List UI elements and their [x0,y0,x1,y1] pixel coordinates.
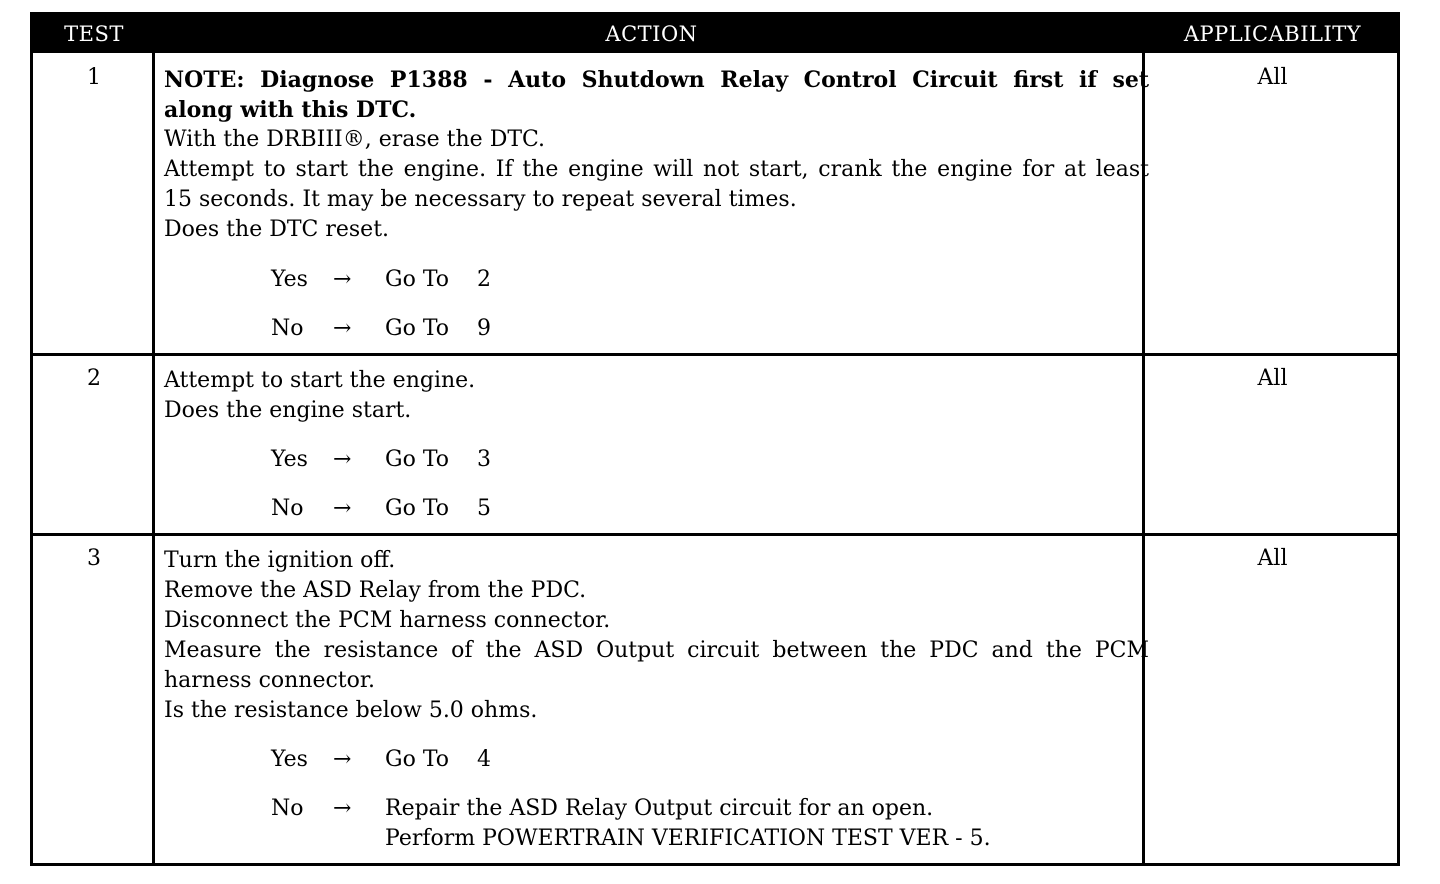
row-divider [33,533,1397,536]
instruction-line: Measure the resistance of the ASD Output circuit between the PDC and the PCM [164,638,1149,663]
question-line: Does the DTC reset. [164,217,390,242]
question-line: Is the resistance below 5.0 ohms. [164,698,538,723]
arrow-icon: → [333,796,352,821]
instruction-line: harness connector. [164,668,375,693]
applicability-value: All [1257,65,1288,90]
question-line: Does the engine start. [164,398,412,423]
goto-label: Go To [385,447,450,472]
instruction-line: Disconnect the PCM harness connector. [164,608,611,633]
goto-target: 5 [477,496,491,521]
arrow-icon: → [333,316,352,341]
goto-target: 2 [477,267,491,292]
goto-label: Go To [385,747,450,772]
action-text [164,65,1149,245]
arrow-icon: → [333,447,352,472]
header-test: TEST [64,22,124,46]
note-line: NOTE: Diagnose P1388 - Auto Shutdown Relay Control Circuit first if set [164,67,1149,93]
note-line: along with this DTC. [164,97,417,123]
goto-target: 3 [477,447,491,472]
no-label: No [271,796,304,821]
no-label: No [271,496,304,521]
row-divider [33,353,1397,356]
goto-target: 9 [477,316,491,341]
goto-target: 4 [477,747,491,772]
arrow-icon: → [333,496,352,521]
no-label: No [271,316,304,341]
instruction-line: Turn the ignition off. [164,548,396,573]
instruction-line: Attempt to start the engine. If the engine will not start, crank the engine for at least [164,157,1149,182]
instruction-line: Remove the ASD Relay from the PDC. [164,578,587,603]
instruction-line: Attempt to start the engine. [164,368,476,393]
header-action: ACTION [605,22,698,46]
diagnostic-test-table [30,12,1400,866]
repair-instruction: Repair the ASD Relay Output circuit for an open. [385,796,934,821]
goto-label: Go To [385,267,450,292]
column-divider-test [152,15,155,863]
goto-label: Go To [385,316,450,341]
arrow-icon: → [333,747,352,772]
yes-label: Yes [271,747,308,772]
goto-label: Go To [385,496,450,521]
verification-instruction: Perform POWERTRAIN VERIFICATION TEST VER - 5. [385,826,991,851]
test-number: 2 [87,366,101,391]
instruction-line: 15 seconds. It may be necessary to repeat several times. [164,187,797,212]
header-applicability: APPLICABILITY [1183,22,1362,46]
applicability-value: All [1257,366,1288,391]
action-text [164,366,1149,426]
action-text [164,546,1149,726]
instruction-line: With the DRBIII®, erase the DTC. [164,127,546,152]
arrow-icon: → [333,267,352,292]
yes-label: Yes [271,267,308,292]
test-number: 1 [87,65,101,90]
yes-label: Yes [271,447,308,472]
table-header [33,15,1397,53]
test-number: 3 [87,546,101,571]
applicability-value: All [1257,546,1288,571]
